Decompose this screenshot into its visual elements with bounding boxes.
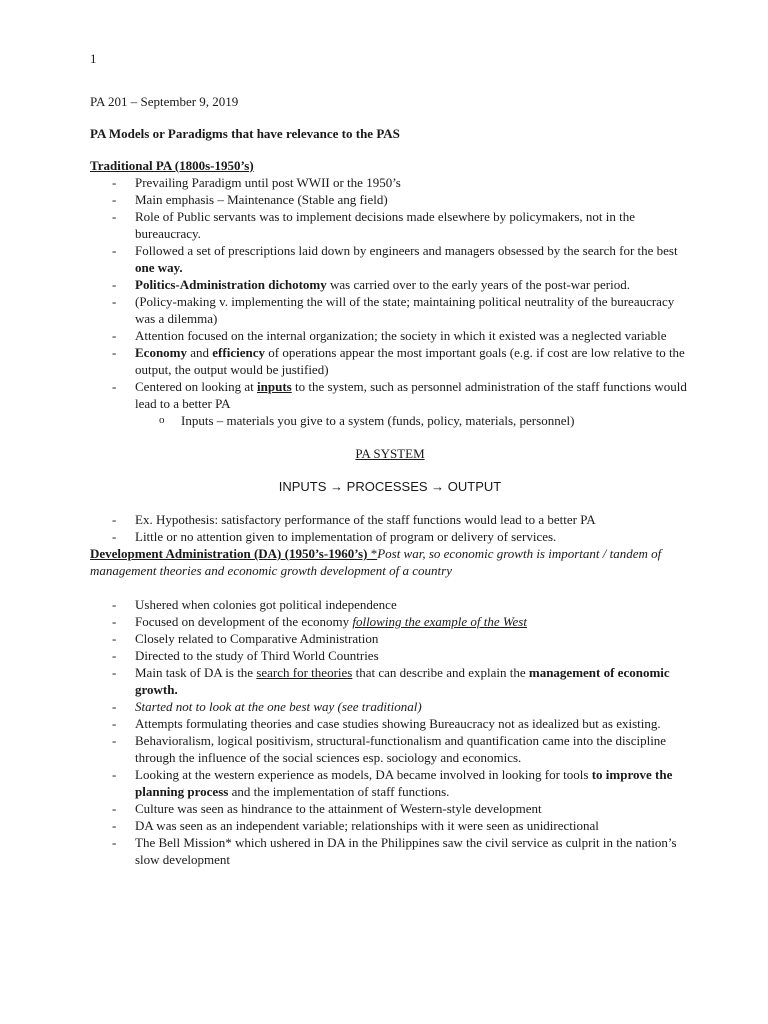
traditional-pa-list-2: [90, 511, 690, 545]
emphasis-text: to improve the planning process: [135, 767, 673, 799]
list-item: [90, 344, 690, 378]
list-item: [90, 327, 690, 344]
list-item: [90, 293, 690, 327]
item-text: Started not to look at the one best way (see traditional): [135, 699, 422, 714]
list-item: [90, 817, 690, 834]
main-heading: PA Models or Paradigms that have relevance to the PAS: [90, 126, 400, 141]
item-text: Closely related to Comparative Administration: [135, 631, 379, 646]
pa-system-flow: INPUTS → PROCESSES → OUTPUT: [278, 479, 502, 494]
dash-bullet: -: [112, 665, 117, 680]
list-item: [90, 698, 690, 715]
list-item: [90, 528, 690, 545]
emphasis-text: Economy: [135, 345, 187, 360]
item-text: Main task of DA is the: [135, 665, 257, 680]
item-text: Inputs – materials you give to a system (funds, policy, materials, personnel): [181, 413, 575, 428]
dash-bullet: -: [112, 175, 117, 190]
item-text: Directed to the study of Third World Countries: [135, 648, 379, 663]
item-text: Ex. Hypothesis: satisfactory performance of the staff functions would lead to a better PA: [135, 512, 596, 527]
development-administration-list: [90, 596, 690, 868]
item-text: to the system, such as personnel administration of the staff functions would lead to a better PA: [135, 379, 687, 411]
traditional-pa-sublist: [90, 412, 690, 429]
dash-bullet: -: [112, 699, 117, 714]
list-item: [90, 208, 690, 242]
dash-bullet: -: [112, 597, 117, 612]
dash-bullet: -: [112, 801, 117, 816]
item-text: Culture was seen as hindrance to the attainment of Western-style development: [135, 801, 542, 816]
document-body: [90, 93, 690, 868]
dash-bullet: -: [112, 648, 117, 663]
traditional-pa-heading: Traditional PA (1800s-1950’s): [90, 158, 254, 173]
list-item: [90, 766, 690, 800]
item-text: Ushered when colonies got political independence: [135, 597, 397, 612]
item-text: Attention focused on the internal organization; the society in which it existed was a neglected variable: [135, 328, 667, 343]
dash-bullet: -: [112, 379, 117, 394]
item-text: and: [187, 345, 213, 360]
item-text: Looking at the western experience as models, DA became involved in looking for tools: [135, 767, 592, 782]
item-text: Centered on looking at: [135, 379, 258, 394]
item-text: Prevailing Paradigm until post WWII or the 1950’s: [135, 175, 401, 190]
item-text: and the implementation of staff functions.: [228, 784, 450, 799]
list-item: [90, 664, 690, 698]
heading-note: Post war, so economic growth is important / tandem of management theories and economic growth development of a country: [90, 546, 662, 578]
item-text: of operations appear the most important goals (e.g. if cost are low relative to the output, the output would be justified): [135, 345, 685, 377]
circle-bullet: o: [159, 414, 165, 426]
dash-bullet: -: [112, 529, 117, 544]
list-item: [90, 732, 690, 766]
pa-system-title: PA SYSTEM: [355, 446, 425, 461]
dash-bullet: -: [112, 328, 117, 343]
dash-bullet: -: [112, 243, 117, 258]
traditional-pa-list: [90, 174, 690, 412]
development-administration-heading: Development Administration (DA) (1950’s-1960’s): [90, 546, 368, 561]
page-number: 1: [90, 51, 97, 66]
course-date-line: PA 201 – September 9, 2019: [90, 94, 239, 109]
item-text: Little or no attention given to implementation of program or delivery of services.: [135, 529, 557, 544]
list-item: [90, 412, 690, 429]
list-item: [90, 613, 690, 630]
list-item: [90, 800, 690, 817]
dash-bullet: -: [112, 277, 117, 292]
item-text: The Bell Mission* which ushered in DA in the Philippines saw the civil service as culprit in the nation’s slow development: [135, 835, 677, 867]
dash-bullet: -: [112, 294, 117, 309]
emphasis-text: efficiency: [212, 345, 265, 360]
list-item: [90, 834, 690, 868]
item-text: was carried over to the early years of the post-war period.: [326, 277, 630, 292]
list-item: [90, 715, 690, 732]
heading-star: *: [367, 546, 378, 561]
list-item: [90, 647, 690, 664]
emphasis-text: one way.: [135, 260, 183, 275]
list-item: [90, 596, 690, 613]
item-text: Role of Public servants was to implement decisions made elsewhere by policymakers, not in the bureaucracy.: [135, 209, 636, 241]
list-item: [90, 378, 690, 412]
dash-bullet: -: [112, 631, 117, 646]
dash-bullet: -: [112, 818, 117, 833]
dash-bullet: -: [112, 512, 117, 527]
development-administration-heading-line: [90, 545, 690, 579]
emphasis-text: Politics-Administration dichotomy: [135, 277, 327, 292]
dash-bullet: -: [112, 614, 117, 629]
dash-bullet: -: [112, 209, 117, 224]
item-text: Behavioralism, logical positivism, structural-functionalism and quantification came into the discipline through the influence of the social sciences esp. sociology and economics.: [135, 733, 667, 765]
dash-bullet: -: [112, 835, 117, 850]
dash-bullet: -: [112, 733, 117, 748]
emphasis-text: following the example of the West: [352, 614, 527, 629]
dash-bullet: -: [112, 192, 117, 207]
dash-bullet: -: [112, 767, 117, 782]
list-item: [90, 174, 690, 191]
item-text: DA was seen as an independent variable; relationships with it were seen as unidirectional: [135, 818, 599, 833]
list-item: [90, 242, 690, 276]
dash-bullet: -: [112, 716, 117, 731]
emphasis-text: search for theories: [256, 665, 353, 680]
item-text: Main emphasis – Maintenance (Stable ang field): [135, 192, 388, 207]
item-text: that can describe and explain the: [352, 665, 529, 680]
item-text: (Policy-making v. implementing the will of the state; maintaining political neutrality of the bureaucracy was a dilemma): [135, 294, 675, 326]
item-text: Followed a set of prescriptions laid down by engineers and managers obsessed by the search for the best: [135, 243, 678, 258]
dash-bullet: -: [112, 345, 117, 360]
list-item: [90, 191, 690, 208]
list-item: [90, 276, 690, 293]
list-item: [90, 511, 690, 528]
emphasis-text: management of economic growth.: [135, 665, 670, 697]
item-text: Focused on development of the economy: [135, 614, 353, 629]
emphasis-text: inputs: [257, 379, 292, 394]
item-text: Attempts formulating theories and case studies showing Bureaucracy not as idealized but as existing.: [135, 716, 661, 731]
list-item: [90, 630, 690, 647]
